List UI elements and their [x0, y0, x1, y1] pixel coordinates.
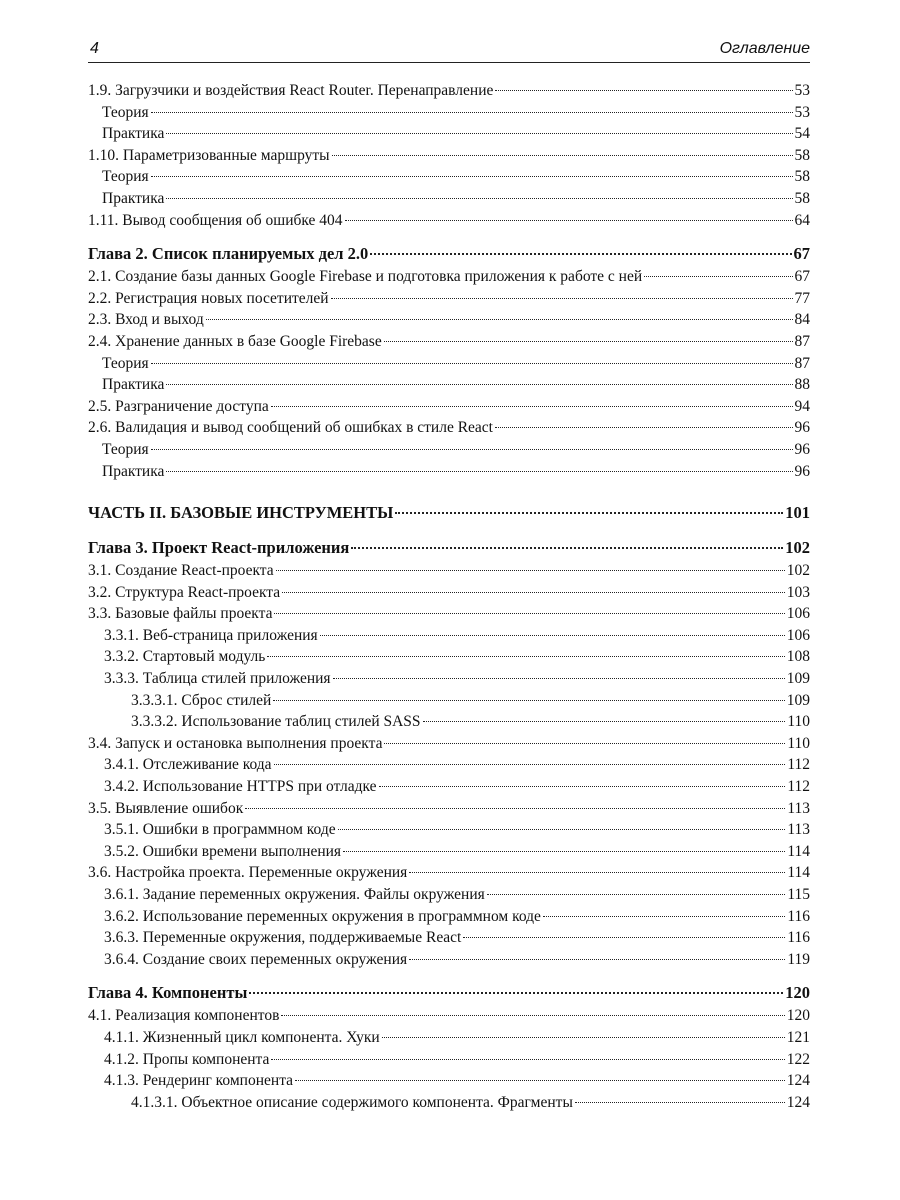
toc-entry-title: 4.1.3.1. Объектное описание содержимого компонента. Фрагменты: [131, 1093, 573, 1111]
toc-entry: [88, 1049, 810, 1071]
toc-entry: [88, 123, 810, 145]
toc-entry-title: 2.1. Создание базы данных Google Firebase и подготовка приложения к работе с ней: [88, 268, 643, 286]
toc-entry: [88, 1070, 810, 1092]
toc-entry-title: 4.1.3. Рендеринг компонента: [104, 1072, 294, 1090]
dot-leader: [274, 764, 786, 765]
page-header: [88, 38, 810, 63]
dot-leader: [384, 341, 793, 342]
toc-entry: [88, 374, 810, 396]
toc-entry-page: 53: [794, 82, 810, 99]
dot-leader: [206, 319, 793, 320]
toc-entry-title: 3.4. Запуск и остановка выполнения проекта: [88, 734, 383, 752]
dot-leader: [338, 829, 786, 830]
toc-entry: [88, 166, 810, 188]
toc-entry-title: Теория: [102, 440, 149, 458]
dot-leader: [644, 276, 792, 277]
dot-leader: [379, 786, 786, 787]
toc-entry-title: 2.6. Валидация и вывод сообщений об ошибках в стиле React: [88, 419, 493, 437]
toc-entry-page: 54: [794, 125, 810, 143]
toc-entry-title: Практика: [102, 125, 165, 143]
toc-entry-page: 94: [794, 397, 810, 415]
toc-entry-title: 2.3. Вход и выход: [88, 311, 204, 329]
toc-entry: [88, 331, 810, 353]
dot-leader: [543, 916, 785, 917]
dot-leader: [249, 992, 783, 994]
toc-entry-title: Глава 3. Проект React-приложения: [88, 538, 350, 558]
dot-leader: [333, 678, 785, 679]
toc-entry-page: 96: [794, 440, 810, 458]
toc-entry-page: 67: [794, 268, 810, 286]
toc-entry-page: 112: [787, 756, 810, 774]
toc-entry: [88, 188, 810, 210]
toc-entry-title: Глава 2. Список планируемых дел 2.0: [88, 244, 369, 264]
dot-leader: [575, 1102, 785, 1103]
toc-entry-page: 103: [786, 583, 810, 601]
toc-entry: [88, 582, 810, 604]
dot-leader: [166, 384, 792, 385]
dot-leader: [332, 155, 793, 156]
toc-entry-title: 1.10. Параметризованные маршруты: [88, 146, 330, 164]
toc-entry-page: 67: [793, 244, 810, 264]
toc-entry-title: 3.6.3. Переменные окружения, поддерживаемые React: [104, 929, 462, 947]
toc-entry-title: 4.1.1. Жизненный цикл компонента. Хуки: [104, 1028, 380, 1046]
toc-entry-title: 3.3.3.1. Сброс стилей: [131, 691, 272, 709]
toc-entry-title: 3.3.3. Таблица стилей приложения: [104, 670, 331, 688]
dot-leader: [320, 635, 785, 636]
toc-entry-page: 87: [794, 354, 810, 372]
toc-entry-title: Теория: [102, 168, 149, 186]
toc-entry: [88, 603, 810, 625]
toc-entry-page: 77: [794, 289, 810, 307]
toc-entry-title: 3.3. Базовые файлы проекта: [88, 605, 273, 623]
toc-entry-page: 87: [794, 332, 810, 350]
dot-leader: [384, 743, 785, 744]
dot-leader: [274, 613, 784, 614]
toc-entry: [88, 145, 810, 167]
toc-entry: [88, 906, 810, 928]
toc-heading: [88, 980, 810, 1005]
toc-entry-title: 3.5.1. Ошибки в программном коде: [104, 821, 336, 839]
toc-entry-page: 64: [794, 211, 810, 229]
toc-entry-title: 2.2. Регистрация новых посетителей: [88, 289, 329, 307]
toc-entry: [88, 266, 810, 288]
toc-entry: [88, 819, 810, 841]
toc-entry: [88, 927, 810, 949]
toc-entry-title: 2.5. Разграничение доступа: [88, 397, 269, 415]
toc-entry: [88, 841, 810, 863]
toc-entry-page: 110: [787, 734, 810, 752]
toc-entry-page: 106: [786, 605, 810, 623]
dot-leader: [151, 363, 793, 364]
toc-entry-page: 84: [794, 311, 810, 329]
toc-heading: [88, 500, 810, 525]
toc-entry-page: 115: [787, 886, 810, 903]
toc-entry-title: 3.5. Выявление ошибок: [88, 799, 244, 817]
toc-entry: [88, 798, 810, 820]
toc-entry-title: 3.3.1. Веб-страница приложения: [104, 626, 318, 644]
dot-leader: [151, 176, 793, 177]
toc-entry-page: 114: [787, 842, 810, 860]
dot-leader: [151, 112, 793, 113]
dot-leader: [271, 406, 793, 407]
toc-entry-page: 88: [794, 376, 810, 394]
toc-entry: [88, 439, 810, 461]
dot-leader: [382, 1037, 785, 1038]
dot-leader: [463, 937, 785, 938]
dot-leader: [282, 592, 785, 593]
toc-entry: [88, 353, 810, 375]
toc-entry-page: 109: [786, 670, 810, 688]
dot-leader: [245, 808, 785, 809]
toc-entry-page: 124: [786, 1072, 810, 1090]
toc-entry-page: 120: [786, 1007, 810, 1025]
dot-leader: [395, 512, 783, 514]
dot-leader: [271, 1059, 784, 1060]
dot-leader: [351, 547, 783, 549]
toc-entry: [88, 288, 810, 310]
toc-entry-page: 58: [794, 189, 810, 207]
dot-leader: [166, 133, 792, 134]
toc-entry-title: Теория: [102, 103, 149, 121]
dot-leader: [166, 471, 792, 472]
dot-leader: [343, 851, 785, 852]
toc-entry: [88, 1005, 810, 1027]
toc-entry: [88, 309, 810, 331]
toc-entry: [88, 949, 810, 971]
toc-entry: [88, 1092, 810, 1114]
toc-entry-title: 3.5.2. Ошибки времени выполнения: [104, 842, 342, 860]
toc-entry-title: 3.4.1. Отслеживание кода: [104, 756, 272, 774]
toc-entry: [88, 711, 810, 733]
running-title: Оглавление: [719, 40, 810, 57]
dot-leader: [281, 1015, 784, 1016]
toc-entry-title: Теория: [102, 354, 149, 372]
toc-entry-page: 101: [785, 503, 810, 523]
dot-leader: [273, 700, 784, 701]
dot-leader: [267, 656, 784, 657]
toc-entry: [88, 690, 810, 712]
dot-leader: [487, 894, 786, 895]
toc-entry: [88, 625, 810, 647]
toc-entry: [88, 754, 810, 776]
dot-leader: [370, 253, 791, 255]
dot-leader: [409, 959, 785, 960]
dot-leader: [423, 721, 786, 722]
toc-entry-page: 108: [786, 648, 810, 666]
toc-entry: [88, 733, 810, 755]
toc-entry-title: Практика: [102, 189, 165, 207]
toc-entry-title: 2.4. Хранение данных в базе Google Firebase: [88, 332, 382, 350]
toc-entry-page: 116: [787, 929, 810, 947]
toc-entry-title: 3.6. Настройка проекта. Переменные окружения: [88, 864, 408, 882]
dot-leader: [495, 90, 792, 91]
toc-entry-title: 3.3.2. Стартовый модуль: [104, 648, 266, 666]
table-of-contents: [88, 80, 810, 1113]
toc-entry: [88, 80, 810, 102]
toc-entry: [88, 1027, 810, 1049]
dot-leader: [295, 1080, 785, 1081]
toc-entry-title: Практика: [102, 462, 165, 480]
toc-entry-page: 106: [786, 626, 810, 644]
toc-entry: [88, 668, 810, 690]
dot-leader: [331, 298, 793, 299]
toc-entry-title: 1.11. Вывод сообщения об ошибке 404: [88, 211, 343, 229]
toc-entry: [88, 776, 810, 798]
toc-entry-title: 4.1. Реализация компонентов: [88, 1007, 280, 1025]
toc-entry-title: Практика: [102, 376, 165, 394]
dot-leader: [151, 449, 793, 450]
toc-entry-page: 124: [786, 1093, 810, 1111]
toc-entry-page: 116: [787, 907, 810, 925]
toc-entry-page: 110: [787, 713, 810, 731]
toc-entry-title: 3.3.3.2. Использование таблиц стилей SASS: [131, 713, 421, 731]
toc-entry-title: 3.6.2. Использование переменных окружения в программном коде: [104, 907, 541, 925]
toc-entry-page: 113: [787, 799, 810, 817]
toc-entry-page: 112: [787, 778, 810, 796]
toc-entry-page: 102: [786, 562, 810, 580]
toc-entry-page: 102: [785, 538, 810, 558]
toc-entry-title: 3.2. Структура React-проекта: [88, 583, 281, 601]
toc-entry-page: 119: [787, 950, 810, 968]
toc-entry-page: 96: [794, 419, 810, 437]
toc-entry: [88, 646, 810, 668]
toc-entry-page: 109: [786, 691, 810, 709]
toc-entry-title: 3.6.1. Задание переменных окружения. Файлы окружения: [104, 886, 485, 903]
toc-entry-page: 113: [787, 821, 810, 839]
toc-entry-title: Глава 4. Компоненты: [88, 983, 248, 1003]
toc-heading: [88, 241, 810, 266]
toc-entry-page: 120: [785, 983, 810, 1003]
dot-leader: [495, 427, 793, 428]
toc-entry-page: 53: [794, 103, 810, 121]
toc-entry: [88, 461, 810, 483]
page-number: 4: [90, 40, 99, 57]
toc-entry-page: 114: [787, 864, 810, 882]
dot-leader: [166, 198, 792, 199]
toc-entry-title: 3.6.4. Создание своих переменных окружения: [104, 950, 408, 968]
toc-entry-title: 3.1. Создание React-проекта: [88, 562, 274, 580]
dot-leader: [345, 220, 793, 221]
toc-heading: [88, 535, 810, 560]
toc-entry: [88, 396, 810, 418]
toc-entry-title: ЧАСТЬ II. БАЗОВЫЕ ИНСТРУМЕНТЫ: [88, 503, 394, 523]
toc-entry: [88, 210, 810, 232]
toc-entry-page: 122: [786, 1050, 810, 1068]
toc-entry-page: 58: [794, 146, 810, 164]
toc-entry: [88, 560, 810, 582]
dot-leader: [409, 872, 785, 873]
toc-entry: [88, 417, 810, 439]
toc-entry-page: 58: [794, 168, 810, 186]
toc-entry-page: 121: [786, 1028, 810, 1046]
toc-entry-title: 4.1.2. Пропы компонента: [104, 1050, 270, 1068]
toc-entry-page: 96: [794, 462, 810, 480]
toc-entry-title: 3.4.2. Использование HTTPS при отладке: [104, 778, 377, 796]
toc-entry-title: 1.9. Загрузчики и воздействия React Router. Перенаправление: [88, 82, 494, 99]
dot-leader: [276, 570, 785, 571]
toc-entry: [88, 862, 810, 884]
toc-entry: [88, 884, 810, 906]
toc-entry: [88, 102, 810, 124]
